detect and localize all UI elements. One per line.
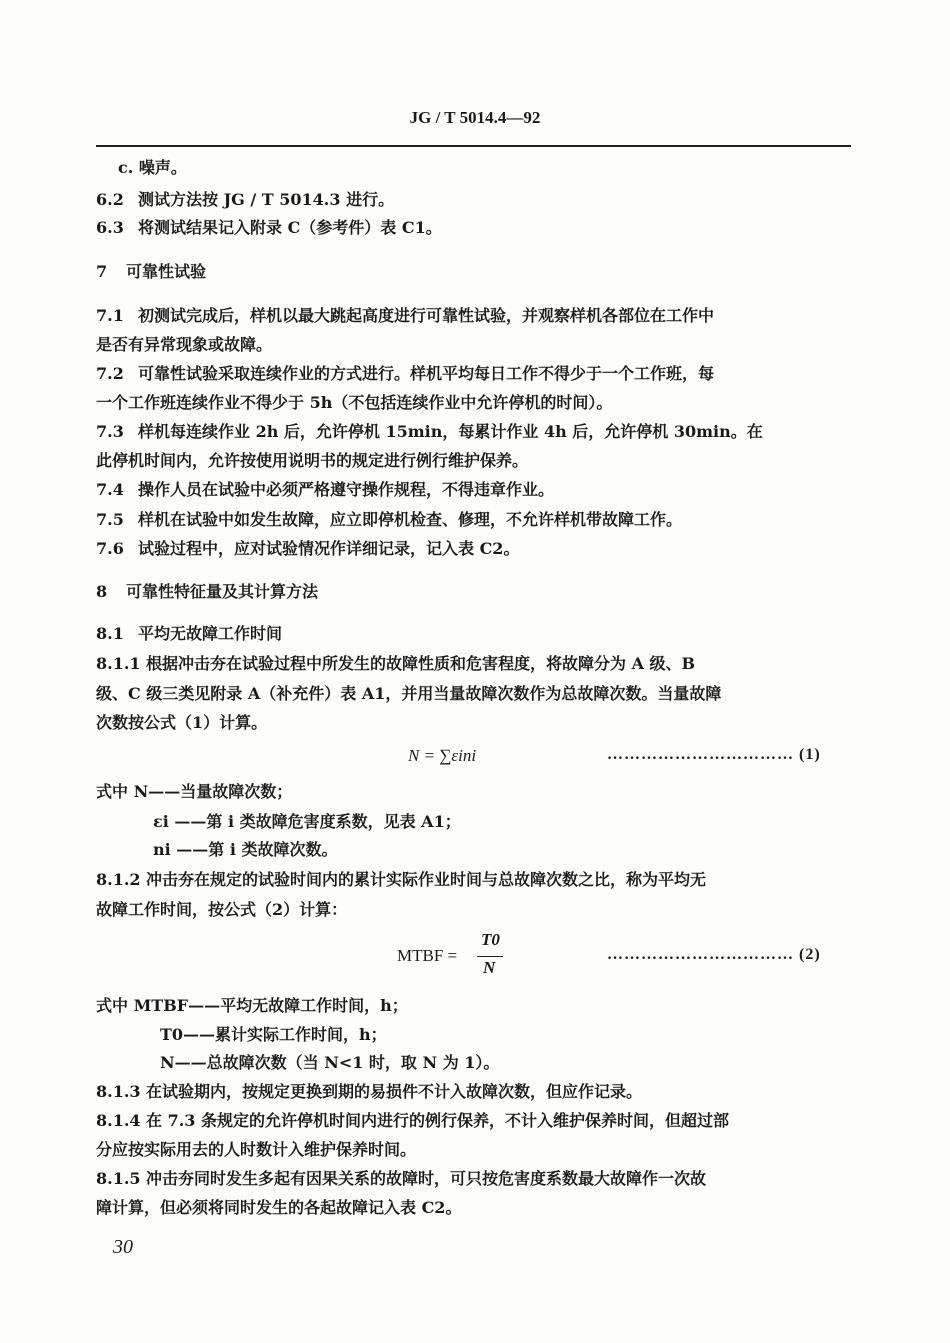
- formula-2-number: …………………………… (2): [607, 946, 821, 963]
- text-line: [96, 190, 394, 210]
- line-text: 冲击夯在规定的试验时间内的累计实际作业时间与总故障次数之比，称为平均无: [146, 870, 707, 889]
- text-line: [96, 480, 554, 500]
- line-text: 测试方法按 JG / T 5014.3 进行。: [138, 190, 395, 209]
- line-text: 次数按公式（1）计算。: [96, 713, 268, 732]
- formula-1: N = ∑εini: [408, 746, 477, 765]
- text-line: [118, 158, 187, 178]
- line-text: 初测试完成后，样机以最大跳起高度进行可靠性试验，并观察样机各部位在工作中: [138, 306, 715, 325]
- clause-number: 7.2: [96, 364, 124, 383]
- line-text: 在 7.3 条规定的允许停机时间内进行的例行保养，不计入维护保养时间，但超过部: [146, 1111, 729, 1130]
- line-text: 分应按实际用去的人时数计入维护保养时间。: [96, 1140, 417, 1159]
- text-line: [160, 1053, 499, 1073]
- text-line: [96, 654, 695, 674]
- text-line: [96, 1082, 642, 1102]
- clause-number: 6.2: [96, 190, 124, 209]
- text-line: [96, 1111, 729, 1131]
- line-text: 此停机时间内，允许按使用说明书的规定进行例行维护保养。: [96, 451, 529, 470]
- text-line: [96, 393, 612, 413]
- clause-number: 8.1.5: [96, 1169, 141, 1188]
- page-header: JG / T 5014.4—92: [409, 108, 541, 127]
- clause-number: 7: [96, 262, 108, 281]
- text-line: [160, 1025, 387, 1045]
- line-text: 试验过程中，应对试验情况作详细记录，记入表 C2。: [138, 539, 520, 558]
- clause-number: 7.3: [96, 422, 124, 441]
- text-line: [96, 306, 714, 326]
- text-line: [96, 364, 714, 384]
- line-text: 可靠性试验采取连续作业的方式进行。样机平均每日工作不得少于一个工作班，每: [138, 364, 715, 383]
- formula-2: [397, 930, 517, 980]
- text-line: [96, 870, 706, 890]
- line-text: 样机在试验中如发生故障，应立即停机检查、修理，不允许样机带故障工作。: [138, 510, 683, 529]
- clause-number: 7.5: [96, 510, 124, 529]
- line-text: 级、C 级三类见附录 A（补充件）表 A1，并用当量故障次数作为总故障次数。当量故障: [96, 684, 722, 703]
- line-text: 可靠性试验: [126, 262, 207, 281]
- line-text: 在试验期内，按规定更换到期的易损件不计入故障次数，但应作记录。: [146, 1082, 643, 1101]
- text-line: [96, 451, 528, 471]
- text-line: [96, 422, 763, 442]
- text-line: [96, 582, 318, 602]
- text-line: [96, 996, 408, 1016]
- line-text: 样机每连续作业 2h 后，允许停机 15min，每累计作业 4h 后，允许停机 30min。在: [138, 422, 763, 441]
- text-line: [96, 539, 519, 559]
- clause-number: 8.1.4: [96, 1111, 141, 1130]
- line-text: 操作人员在试验中必须严格遵守操作规程，不得违章作业。: [138, 480, 555, 499]
- clause-number: 8: [96, 582, 108, 601]
- formula-2-left: MTBF =: [397, 946, 458, 965]
- line-text: ni ——第 i 类故障次数。: [153, 840, 338, 859]
- line-text: 一个工作班连续作业不得少于 5h（不包括连续作业中允许停机的时间）。: [96, 393, 613, 412]
- line-text: 式中 MTBF——平均无故障工作时间，h；: [96, 996, 408, 1015]
- formula-2-bar: [477, 956, 503, 957]
- text-line: [96, 218, 442, 238]
- line-text: 障计算，但必须将同时发生的各起故障记入表 C2。: [96, 1198, 462, 1217]
- clause-number: 6.3: [96, 218, 124, 237]
- line-text: 可靠性特征量及其计算方法: [126, 582, 319, 601]
- text-line: [96, 1198, 461, 1218]
- text-line: [96, 510, 682, 530]
- clause-number: 7.4: [96, 480, 124, 499]
- text-line: [96, 713, 267, 733]
- line-text: 故障工作时间，按公式（2）计算：: [96, 900, 348, 919]
- text-line: [96, 684, 721, 704]
- text-line: [96, 335, 272, 355]
- text-line: [96, 1169, 706, 1189]
- clause-number: 8.1.2: [96, 870, 141, 889]
- formula-2-denominator: N: [483, 958, 496, 977]
- line-text: N——总故障次数（当 N<1 时，取 N 为 1）。: [160, 1053, 500, 1072]
- formula-1-number: …………………………… (1): [607, 746, 821, 763]
- line-text: 冲击夯同时发生多起有因果关系的故障时，可只按危害度系数最大故障作一次故: [146, 1169, 707, 1188]
- formula-2-numerator: T0: [481, 930, 500, 949]
- line-text: 式中 N——当量故障次数；: [96, 782, 293, 801]
- text-line: [96, 900, 347, 920]
- clause-number: 8.1: [96, 624, 124, 643]
- line-text: 是否有异常现象或故障。: [96, 335, 273, 354]
- clause-number: 7.6: [96, 539, 124, 558]
- header-rule: [96, 145, 851, 147]
- text-line: [96, 624, 282, 644]
- text-line: [153, 812, 461, 832]
- text-line: [96, 782, 292, 802]
- clause-number: 7.1: [96, 306, 124, 325]
- clause-number: 8.1.1: [96, 654, 141, 673]
- line-text: 平均无故障工作时间: [138, 624, 283, 643]
- line-text: T0——累计实际工作时间，h；: [160, 1025, 387, 1044]
- line-text: c. 噪声。: [118, 158, 187, 177]
- text-line: [96, 1140, 416, 1160]
- page-number: 30: [113, 1236, 133, 1258]
- text-line: [153, 840, 338, 860]
- line-text: 将测试结果记入附录 C（参考件）表 C1。: [138, 218, 442, 237]
- clause-number: 8.1.3: [96, 1082, 141, 1101]
- text-line: [96, 262, 206, 282]
- line-text: 根据冲击夯在试验过程中所发生的故障性质和危害程度，将故障分为 A 级、B: [146, 654, 696, 673]
- line-text: εi ——第 i 类故障危害度系数，见表 A1；: [153, 812, 461, 831]
